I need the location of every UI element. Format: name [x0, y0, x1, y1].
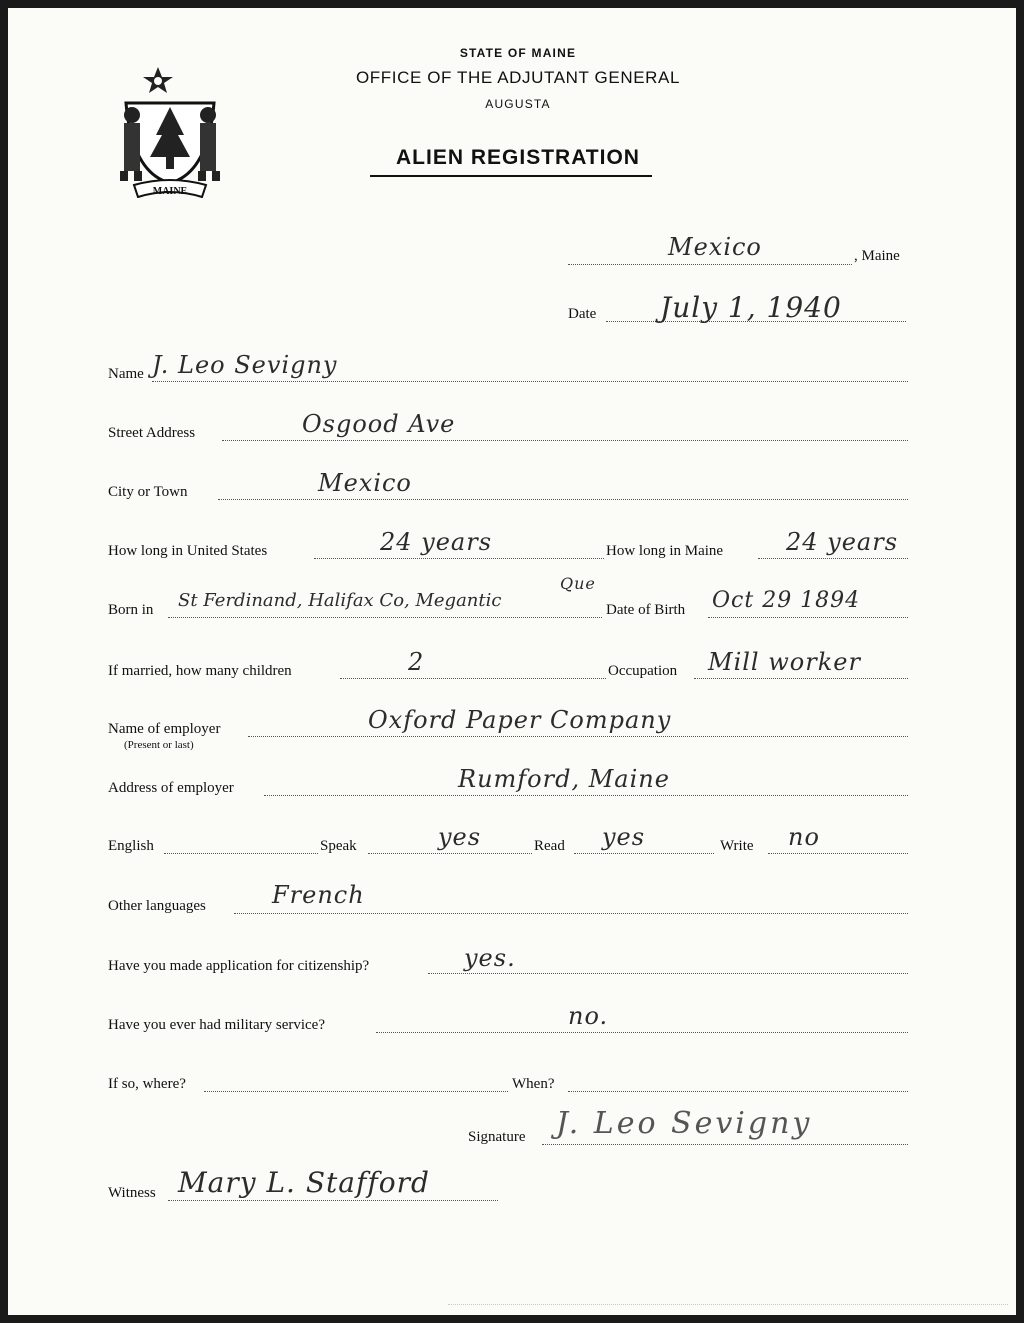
- street-value: Osgood Ave: [302, 410, 456, 438]
- city-label: City or Town: [108, 484, 188, 500]
- date-label: Date: [568, 306, 597, 322]
- form-title: ALIEN REGISTRATION: [396, 146, 640, 169]
- maine-label: , Maine: [854, 248, 900, 264]
- write-label: Write: [720, 838, 754, 854]
- name-value: J. Leo Sevigny: [152, 351, 338, 379]
- born-value: St Ferdinand, Halifax Co, Megantic: [178, 590, 502, 611]
- born-note: Que: [560, 574, 596, 593]
- occupation-value: Mill worker: [708, 648, 861, 676]
- children-label: If married, how many children: [108, 663, 292, 679]
- other-lang-value: French: [272, 881, 365, 909]
- speak-label: Speak: [320, 838, 357, 854]
- employer-address-label: Address of employer: [108, 780, 234, 796]
- date-value: July 1, 1940: [660, 291, 842, 324]
- military-label: Have you ever had military service?: [108, 1017, 325, 1033]
- city-value: Mexico: [318, 469, 412, 497]
- military-value: no.: [568, 1002, 609, 1030]
- employer-sub-label: (Present or last): [124, 739, 194, 751]
- state-heading: STATE OF MAINE: [459, 46, 577, 60]
- signature-label: Signature: [468, 1129, 526, 1145]
- us-years-value: 24 years: [380, 528, 493, 556]
- dob-value: Oct 29 1894: [712, 588, 861, 613]
- read-label: Read: [534, 838, 565, 854]
- witness-value: Mary L. Stafford: [178, 1166, 430, 1199]
- bottom-edge-marks: [448, 1304, 1008, 1313]
- read-value: yes: [602, 823, 646, 851]
- where-label: If so, where?: [108, 1076, 186, 1092]
- employer-address-value: Rumford, Maine: [458, 765, 670, 793]
- speak-value: yes: [438, 823, 482, 851]
- street-label: Street Address: [108, 425, 196, 441]
- when-label: When?: [512, 1076, 555, 1092]
- office-heading: OFFICE OF THE ADJUTANT GENERAL: [355, 68, 681, 87]
- maine-years-label: How long in Maine: [606, 543, 724, 559]
- dob-label: Date of Birth: [606, 602, 686, 618]
- signature-value: J. Leo Sevigny: [556, 1106, 813, 1141]
- occupation-label: Occupation: [608, 663, 678, 679]
- employer-value: Oxford Paper Company: [368, 706, 672, 734]
- town-value: Mexico: [668, 233, 762, 261]
- us-years-label: How long in United States: [108, 543, 268, 559]
- witness-label: Witness: [108, 1185, 156, 1201]
- children-value: 2: [408, 648, 425, 676]
- write-value: no: [788, 823, 820, 851]
- employer-label: Name of employer: [108, 721, 221, 737]
- registration-form: [8, 8, 1016, 1315]
- citizenship-label: Have you made application for citizenship?: [108, 958, 370, 974]
- maine-years-value: 24 years: [786, 528, 899, 556]
- born-label: Born in: [108, 602, 154, 618]
- maine-state-seal-icon: [112, 63, 228, 198]
- english-label: English: [108, 838, 154, 854]
- other-lang-label: Other languages: [108, 898, 206, 914]
- name-label: Name: [108, 366, 144, 382]
- title-underline: [370, 175, 652, 177]
- city-heading: AUGUSTA: [485, 97, 551, 111]
- citizenship-value: yes.: [464, 944, 516, 972]
- seal-banner: MAINE: [152, 186, 188, 197]
